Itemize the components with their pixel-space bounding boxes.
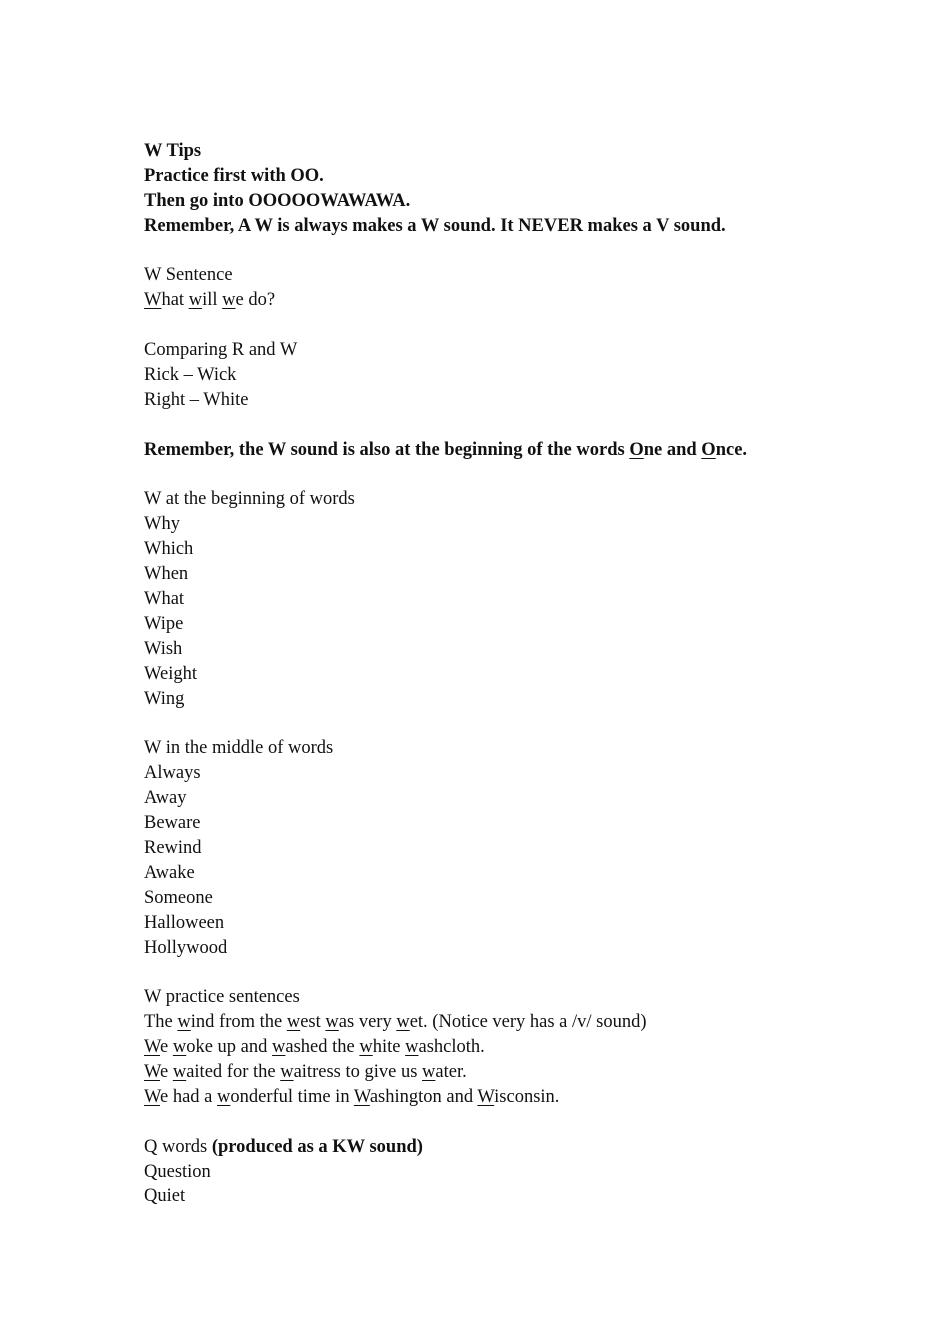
text-segment: ashcloth. [418,1037,485,1058]
tips-line-2: Then go into OOOOOWAWAWA. [144,190,411,211]
spacer [144,1110,747,1135]
text-segment: et. (Notice very has a /v/ sound) [409,1012,647,1033]
middle-word: Halloween [144,912,225,933]
q-word: Question [144,1161,211,1182]
text-segment: oke up and [186,1037,273,1058]
underlined-letter: w [359,1037,373,1058]
text-segment: hat [161,290,189,311]
practice-heading: W practice sentences [144,987,300,1008]
comparing-item: Rick – Wick [144,365,237,386]
beginning-heading: W at the beginning of words [144,489,355,510]
underlined-letter: w [217,1086,231,1107]
spacer [144,413,747,438]
underlined-letter: w [177,1012,191,1033]
practice-sentence [144,1010,747,1035]
text-segment: hite [372,1037,406,1058]
beginning-word: Why [144,514,180,535]
text-segment: aited for the [186,1061,281,1082]
tips-line-3: Remember, A W is always makes a W sound. It NEVER makes a V sound. [144,215,726,236]
q-heading-bold: (produced as a KW sound) [211,1136,423,1157]
sentence-text [144,288,747,313]
underlined-letter: w [280,1061,294,1082]
beginning-word: Which [144,539,194,560]
middle-word: Someone [144,887,213,908]
underlined-letter: w [188,290,203,311]
practice-sentence [144,1060,747,1085]
q-heading-plain: Q words [144,1136,212,1157]
underlined-letter: O [629,439,644,460]
text-segment: as very [338,1012,397,1033]
spacer [144,239,747,264]
spacer [144,960,747,985]
spacer [144,711,747,736]
practice-sentence [144,1085,747,1110]
beginning-word: Wing [144,688,185,709]
spacer [144,313,747,338]
underlined-letter: w [172,1037,187,1058]
text-segment: nce. [715,439,748,460]
tips-title: W Tips [144,141,202,161]
text-segment: ill [202,290,223,311]
middle-word: Away [144,788,187,809]
spacer [144,463,747,488]
middle-word: Beware [144,813,201,834]
middle-word: Always [144,763,201,784]
q-word: Quiet [144,1186,186,1207]
reminder-text [144,438,747,463]
middle-heading: W in the middle of words [144,738,334,759]
sentence-heading: W Sentence [144,265,233,286]
beginning-word: Wish [144,638,183,659]
underlined-letter: w [325,1012,339,1033]
underlined-letter: W [144,1086,160,1107]
underlined-letter: w [222,290,236,311]
middle-word: Rewind [144,837,202,858]
practice-sentence [144,1035,747,1060]
text-segment: e do? [235,290,276,311]
comparing-heading: Comparing R and W [144,340,298,361]
underlined-letter: w [422,1061,436,1082]
text-segment: est [300,1012,326,1033]
comparing-item: Right – White [144,389,249,410]
underlined-letter: W [353,1086,370,1107]
underlined-letter: w [272,1037,286,1058]
text-segment: ne and [643,439,702,460]
text-segment: The [144,1012,178,1033]
q-heading [144,1135,747,1160]
underlined-letter: W [144,1037,160,1058]
text-segment: ashington and [369,1086,478,1107]
underlined-letter: W [144,1061,160,1082]
beginning-word: What [144,589,185,610]
text-segment: ashed the [285,1037,360,1058]
underlined-letter: w [396,1012,410,1033]
underlined-letter: O [701,439,716,460]
text-segment: ater. [435,1061,467,1082]
middle-word: Hollywood [144,937,228,958]
underlined-letter: W [144,290,162,311]
document-content [144,139,747,1209]
underlined-letter: w [172,1061,187,1082]
text-segment: e [159,1037,173,1058]
beginning-word: Weight [144,663,197,684]
underlined-letter: W [477,1086,495,1107]
tips-line-1: Practice first with OO. [144,165,324,186]
text-segment: ind from the [190,1012,287,1033]
text-segment: onderful time in [230,1086,354,1107]
beginning-word: Wipe [144,613,184,634]
text-segment: e had a [159,1086,217,1107]
text-segment: isconsin. [494,1086,560,1107]
underlined-letter: w [405,1037,419,1058]
beginning-word: When [144,564,189,585]
underlined-letter: w [286,1012,301,1033]
text-segment: aitress to give us [293,1061,423,1082]
text-segment: e [159,1061,173,1082]
middle-word: Awake [144,862,195,883]
text-segment: Remember, the W sound is also at the beginning of the words [144,439,630,460]
